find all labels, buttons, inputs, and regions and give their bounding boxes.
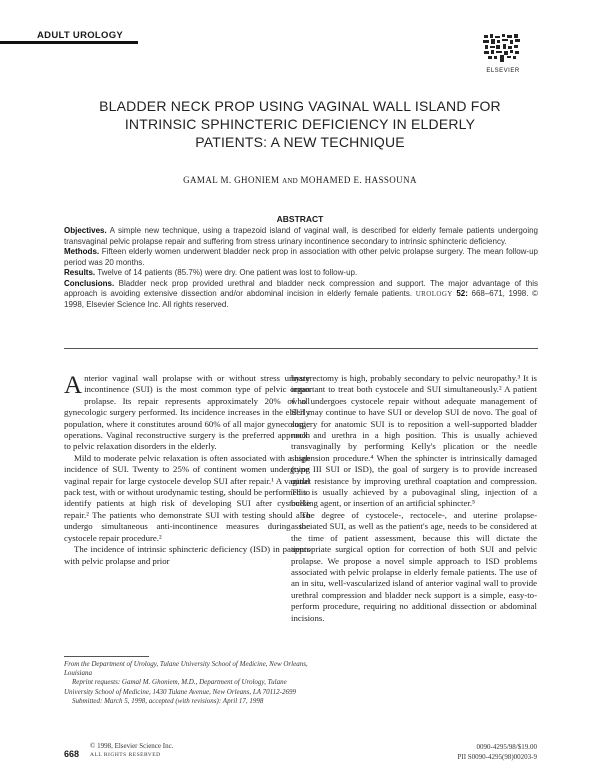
footnotes <box>64 660 310 706</box>
abstract-results <box>64 268 538 279</box>
abstract-divider <box>64 348 538 349</box>
footer-pii: PII S0090-4295(98)00203-9 <box>457 753 537 761</box>
drop-cap: A <box>64 372 83 399</box>
abstract-heading: ABSTRACT <box>276 214 324 224</box>
abstract-body <box>64 226 538 310</box>
body-column-left <box>64 373 310 567</box>
citation-rest: 668–671, 1998. © 1998, Elsevier Science Inc. All rights reserved. <box>64 289 538 309</box>
footer-copyright: © 1998, Elsevier Science Inc. <box>90 742 174 750</box>
body-paragraph: hysterectomy is high, probably secondary to pelvic neuropathy.³ It is important to treat both cystocele and SUI simultaneously.² A patient who undergoes cystocele repair without adequate management of SUI may continue to have SUI or develop SUI de novo. The goal of surgery for anatomic SUI is to reposition a well-supported bladder neck and urethra in a high position. This is usually achieved transvaginally by performing Kelly's plication or the needle suspension procedure.⁴ When the sphincter is intrinsically damaged (type III SUI or ISD), the goal of surgery is to provide increased outlet resistance by improving urethral coaptation and compression. This is usually achieved by a pubovaginal sling, injection of a bulking agent, or insertion of an artificial sphincter.⁵ <box>291 373 537 509</box>
footer-issn: 0090-4295/98/$19.00 <box>476 743 537 751</box>
author-conjunction: AND <box>282 177 298 185</box>
footer-codes <box>457 742 537 762</box>
abstract-text: Fifteen elderly women underwent bladder neck prop in association with other pelvic prolapse surgery. The mean follow-up period was 20 months. <box>64 247 538 267</box>
title-line: INTRINSIC SPHINCTERIC DEFICIENCY IN ELDERLY <box>124 116 476 132</box>
article-title <box>40 97 560 151</box>
body-paragraph: Mild to moderate pelvic relaxation is often associated with a high incidence of SUI. Twenty to 25% of continent women undergoing vaginal repair for large cystocele develop SUI after repair.¹ A vaginal pack test, with or without urodynamic testing, should be performed to identify patients at high risk of developing SUI after cystocele repair.² The patients who demonstrate SUI with testing should also undergo simultaneous anti-incontinence measures during the cystocele repair procedure.² <box>64 452 310 543</box>
abstract-objectives <box>64 226 538 247</box>
page-number: 668 <box>64 749 80 759</box>
body-paragraph: The degree of cystocele-, rectocele-, and uterine prolapse-associated SUI, as well as the patient's age, needs to be considered at the time of patient assessment, because this will dictate the appropriate surgical option for correction of both SUI and pelvic prolapse. We propose a novel simple approach to ISD problems associated with pelvic prolapse in elderly female patients. The use of an in situ, well-vascularized island of anterior vaginal wall to provide urethral compression and bladder neck support is a simple, easy-to-perform procedure, requiring no additional dissection or abdominal incisions. <box>291 509 537 623</box>
abstract-label: Conclusions. <box>64 278 115 288</box>
abstract-conclusions <box>64 279 538 311</box>
paragraph-text: nterior vaginal wall prolapse with or without stress urinary incontinence (SUI) is the most common type of pelvic organ prolapse. Its repair represents approximately 20% of all gynecologic surgery performed. Its incidence increases in the elderly population, where it constitutes around 60% of all major gynecologic operations. Vaginal reconstructive surgery is the preferred approach to pelvic relaxation disorders in the elderly. <box>64 373 310 452</box>
body-column-right <box>291 373 537 624</box>
abstract-text: Twelve of 14 patients (85.7%) were dry. One patient was lost to follow-up. <box>97 268 358 277</box>
footnote-affiliation: From the Department of Urology, Tulane University School of Medicine, New Orleans, Louisiana <box>64 660 308 678</box>
footnote-divider <box>64 656 149 657</box>
abstract-text: Bladder neck prop provided urethral and bladder neck compression and support. The major advantage of this approach is avoiding extensive dissection and/or abdominal incision in elderly female patients. <box>64 278 538 298</box>
citation-volume: 52: <box>456 289 468 298</box>
footer-rights: ALL RIGHTS RESERVED <box>90 752 161 758</box>
logo-text: ELSEVIER <box>486 68 520 74</box>
title-line: BLADDER NECK PROP USING VAGINAL WALL ISLAND FOR <box>99 98 501 114</box>
author-name: MOHAMED E. HASSOUNA <box>300 175 417 185</box>
elsevier-tree-logo <box>482 33 522 63</box>
abstract-text: A simple new technique, using a trapezoid island of vaginal wall, is described for elderly female patients undergoing transvaginal pelvic prolapse repair and suffering from stress urinary incontinence secondary to intrinsic sphincteric deficiency. <box>64 226 538 246</box>
abstract-label: Methods. <box>64 247 100 256</box>
section-label: ADULT UROLOGY <box>37 30 124 41</box>
body-paragraph <box>64 373 310 453</box>
footnote-submitted: Submitted: March 5, 1998, accepted (with revisions): April 17, 1998 <box>72 696 264 705</box>
authors <box>40 175 560 185</box>
section-rule <box>0 41 138 44</box>
author-name: GAMAL M. GHONIEM <box>183 175 280 185</box>
abstract-label: Objectives. <box>64 226 107 235</box>
footnote-reprint: Reprint requests: Gamal M. Ghoniem, M.D., Department of Urology, Tulane University School of Medicine, 1430 Tulane Avenue, New Orleans, LA 70112-2699 <box>64 678 296 696</box>
title-line: PATIENTS: A NEW TECHNIQUE <box>195 134 405 150</box>
abstract-label: Results. <box>64 268 96 277</box>
abstract-methods <box>64 247 538 268</box>
citation-journal: UROLOGY <box>415 290 453 298</box>
body-paragraph: The incidence of intrinsic sphincteric deficiency (ISD) in patients with pelvic prolapse and prior <box>64 544 310 566</box>
